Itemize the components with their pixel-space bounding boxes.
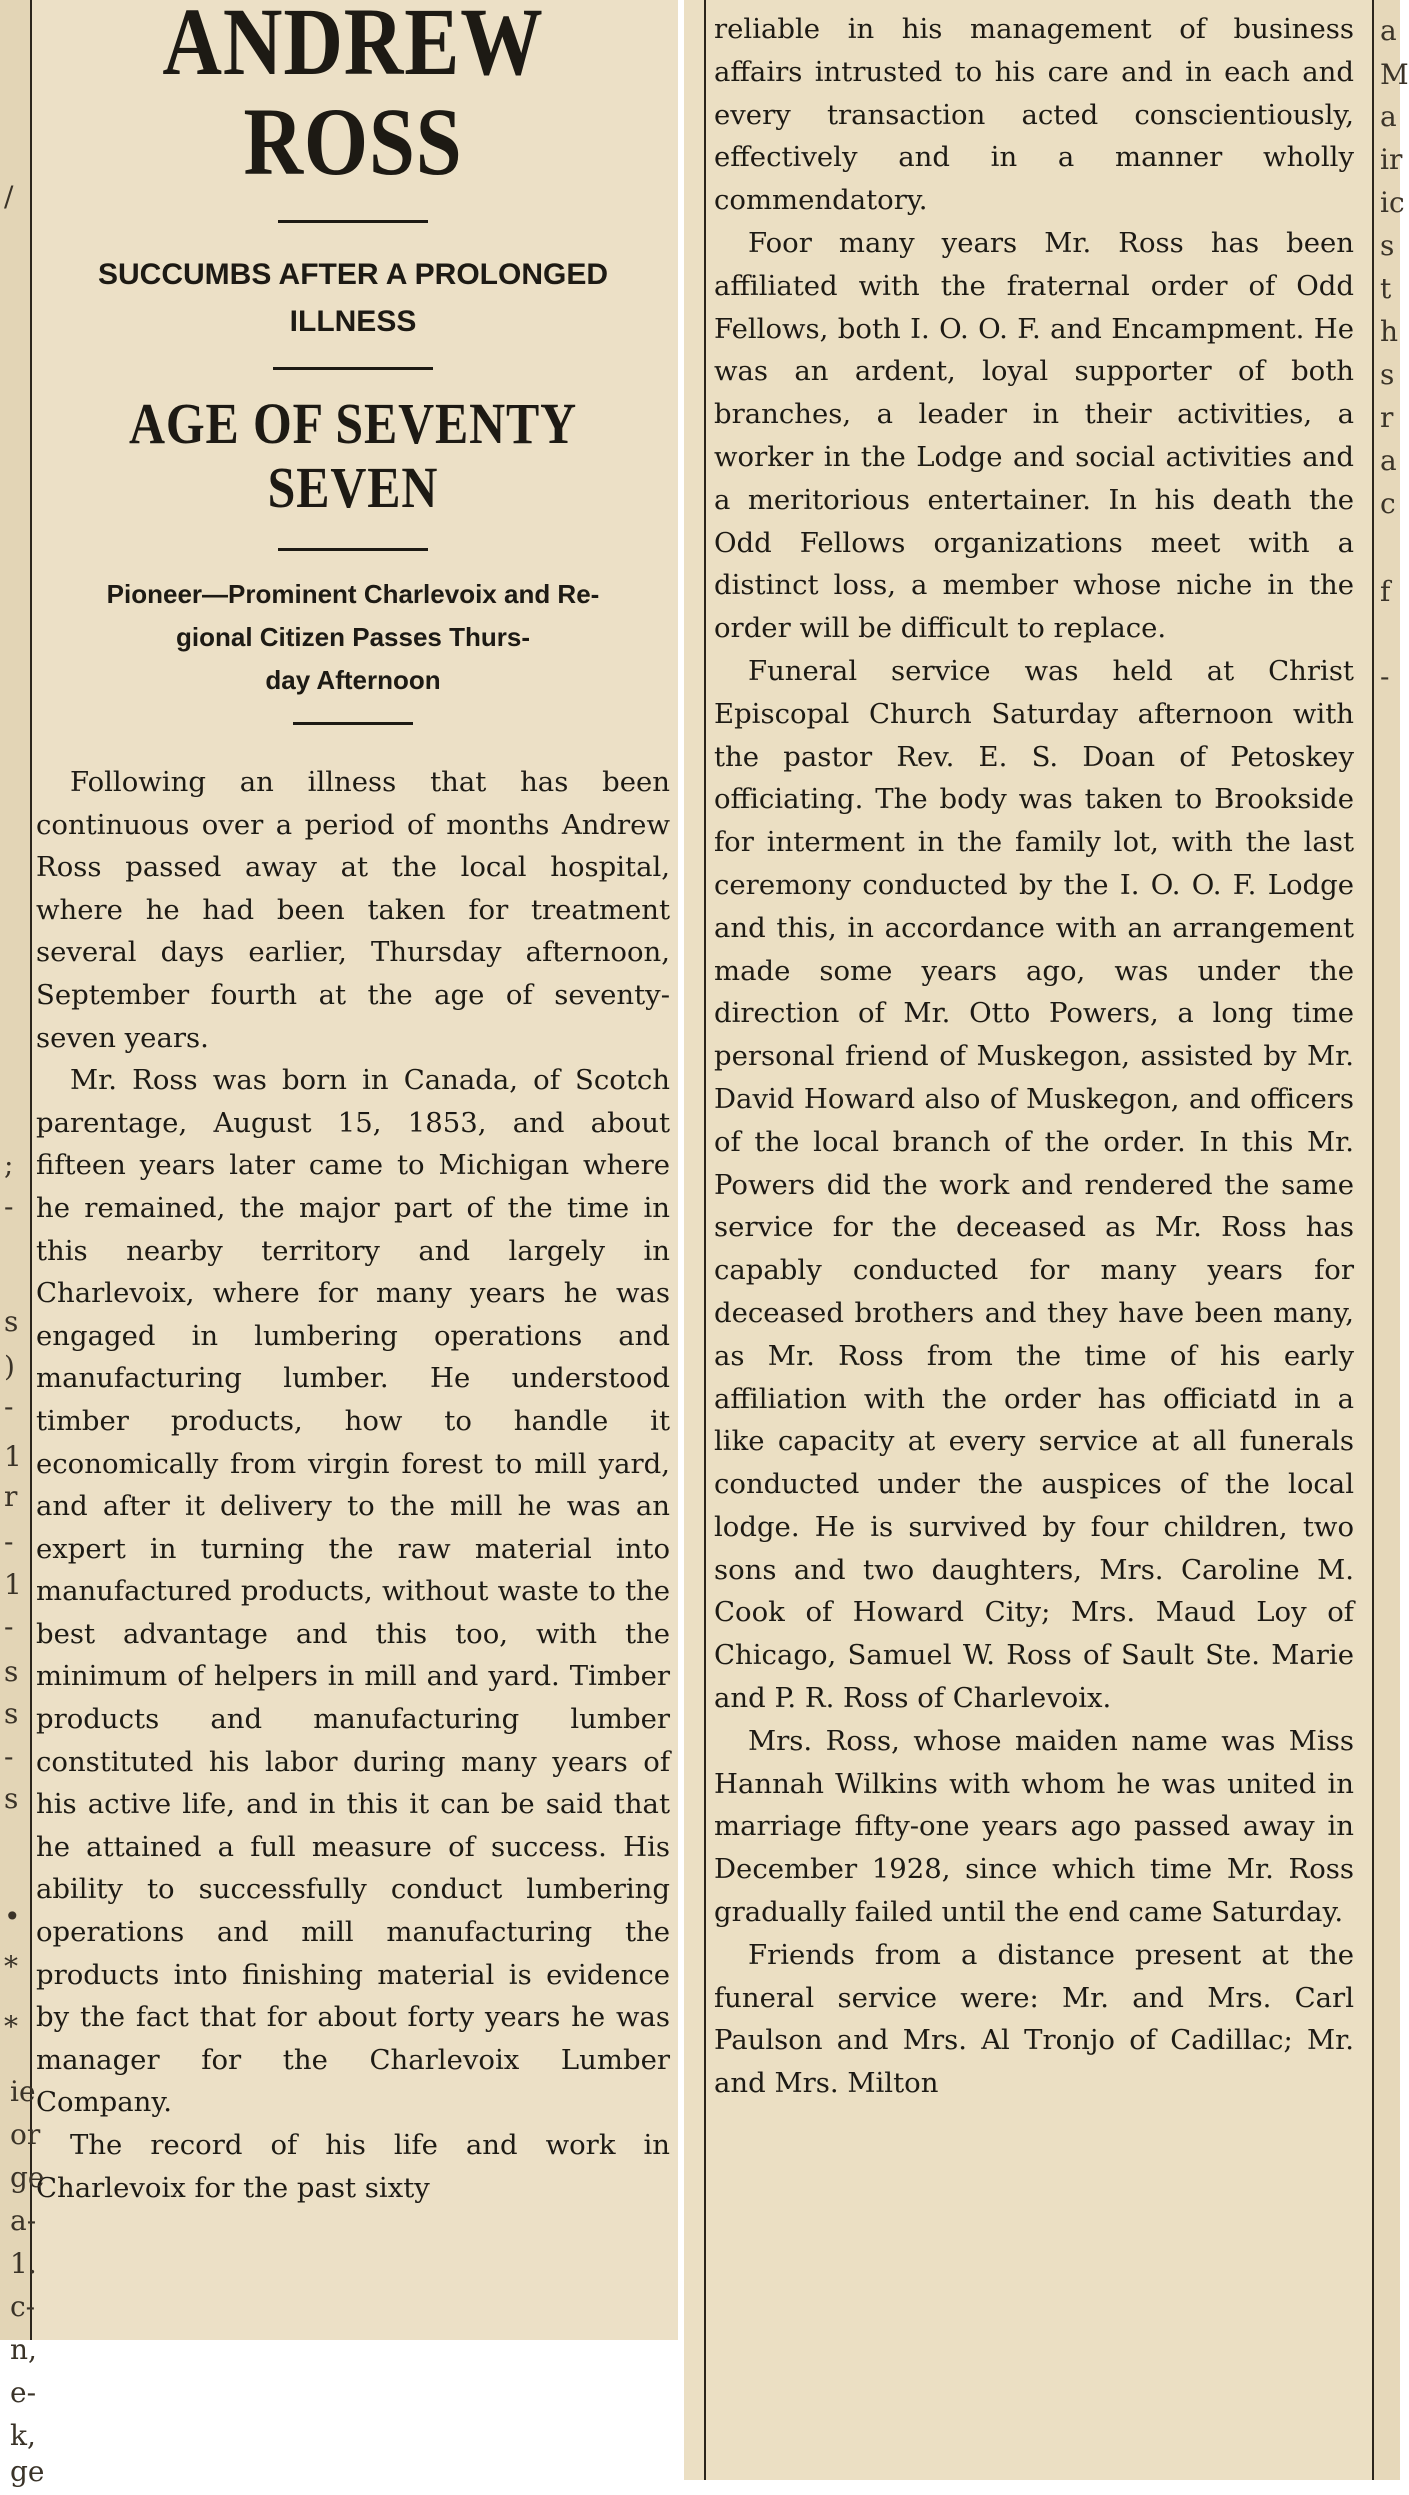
edge-fragment: - [4,1525,14,1558]
edge-fragment: - [4,1190,14,1223]
headline: ANDREW ROSS [162,0,544,195]
article-body-left [36,761,670,2209]
edge-fragment: • [4,1900,21,1933]
edge-fragment: ir [1380,143,1403,176]
edge-fragment: ie [10,2075,36,2108]
paragraph: Mr. Ross was born in Canada, of Scotch parentage, August 15, 1853, and about fifteen years later came to Michigan where he remained, the major part of the time in this nearby territory and largely in Charlevoix, where for many years he was engaged in lumbering operations and manufacturing lumber. He understood timber products, how to handle it economically from virgin forest to mill yard, and after it delivery to the mill he was an expert in turning the raw material into manufactured products, without waste to the best advantage and this too, with the minimum of helpers in mill and yard. Timber products and manufacturing lumber constituted his labor during many years of his active life, and in this it can be said that he attained a full measure of success. His ability to successfully conduct lumbering operations and mill manufacturing the products into finishing material is evidence by the fact that for about forty years he was manager for the Charlevoix Lumber Company. [36,1064,670,2119]
edge-fragment: ge [10,2455,45,2488]
paragraph: Foor many years Mr. Ross has been affiliated with the fraternal order of Odd Fellows, both I. O. O. F. and Encampment. He was an ardent, loyal supporter of both branches, a leader in their activities, a worker in the Lodge and social activities and a meritorious entertainer. In his death the Odd Fellows organizations meet with a distinct loss, a member whose niche in the order will be difficult to replace. [714,226,1354,645]
edge-fragment: 1 [4,1440,22,1473]
right-column [714,8,1354,2105]
edge-fragment: r [1380,401,1394,434]
article-clipping-right [684,0,1409,2480]
edge-fragment: k, [10,2419,36,2452]
paragraph: reliable in his management of business affairs intrusted to his care and in each and every transaction acted conscientiously, effectively and in a manner wholly commendatory. [714,13,1354,217]
edge-fragment: ; [4,1148,14,1181]
edge-fragment: s [4,1655,19,1688]
divider-rule [278,220,428,223]
edge-fragment: n, [10,2333,37,2366]
edge-fragment: s [1380,358,1395,391]
edge-fragment: * [4,1950,18,1983]
paragraph: Friends from a distance present at the funeral service were: Mr. and Mrs. Carl Paulson and Mrs. Al Tronjo of Cadillac; Mr. and Mrs. Milton [714,1938,1354,2100]
edge-fragment: s [1380,229,1395,262]
edge-fragment: a [1380,100,1397,133]
paragraph: Mrs. Ross, whose maiden name was Miss Hannah Wilkins with whom he was united in marriage fifty-one years ago passed away in December 1928, since which time Mr. Ross gradually failed until the end came Saturday. [714,1724,1354,1929]
divider-rule [293,722,413,725]
divider-rule [273,367,433,370]
left-column [36,0,670,2209]
edge-fragment: 1 [4,1568,22,1601]
subdeck-line: Pioneer—Prominent Charlevoix and Re- [106,579,600,609]
edge-fragment: c- [10,2290,36,2323]
edge-fragment: / [4,180,14,213]
adjacent-column-fragment-right [1372,0,1409,2480]
edge-fragment: a [1380,14,1397,47]
edge-fragment: or [10,2118,41,2151]
edge-fragment: h [1380,315,1399,348]
paragraph: The record of his life and work in Charlevoix for the past sixty [36,2129,670,2204]
edge-fragment: s [4,1782,19,1815]
edge-fragment: s [4,1697,19,1730]
article-clipping-left [0,0,678,2340]
column-rule [704,0,706,2480]
edge-fragment: M [1380,58,1409,91]
edge-fragment: f [1380,575,1391,608]
edge-fragment: t [1380,272,1392,305]
edge-fragment: c [1380,487,1396,520]
divider-rule [278,548,428,551]
edge-fragment: e- [10,2376,37,2409]
edge-fragment: - [4,1740,14,1773]
deck-line: ILLNESS [289,305,417,338]
edge-fragment: s [4,1305,19,1338]
adjacent-column-fragment-bottom [0,1975,48,2495]
paragraph: Following an illness that has been continuous over a period of months Andrew Ross passed away at the local hospital, where he had been taken for treatment several days earlier, Thursday afternoon, September fourth at the age of seventy-seven years. [36,766,670,1054]
deck-line: SUCCUMBS AFTER A PROLONGED [98,258,608,291]
edge-fragment: ge [10,2161,45,2194]
edge-fragment: - [4,1610,14,1643]
edge-fragment: a- [10,2204,37,2237]
article-body-right [714,8,1354,2105]
edge-fragment: r [4,1480,18,1513]
edge-fragment: 1. [10,2247,37,2280]
edge-fragment: - [4,1390,14,1423]
edge-fragment: ) [4,1350,15,1383]
edge-fragment: - [1380,660,1390,693]
subdeck-line: gional Citizen Passes Thurs- [176,622,530,652]
edge-fragment: * [4,2010,18,2043]
subhead: AGE OF SEVENTY SEVEN [128,391,578,520]
edge-fragment: a [1380,444,1397,477]
edge-fragment: ic [1380,186,1405,219]
paragraph: Funeral service was held at Christ Episcopal Church Saturday afternoon with the pastor Rev. E. S. Doan of Petoskey officiating. The body was taken to Brookside for interment in the family lot, with the last ceremony conducted by the I. O. O. F. Lodge and this, in accordance with an arrangement made some years ago, was under the direction of Mr. Otto Powers, a long time personal friend of Muskegon, assisted by Mr. David Howard also of Muskegon, and officers of the local branch of the order. In this Mr. Powers did the work and rendered the same service for the deceased as Mr. Ross has capably conducted for many years for deceased brothers and they have been many, as Mr. Ross from the time of his early affiliation with the order has officiatd in a like capacity at every service at all funerals conducted under the auspices of the local lodge. He is survived by four children, two sons and two daughters, Mrs. Caroline M. Cook of Howard City; Mrs. Maud Loy of Chicago, Samuel W. Ross of Sault Ste. Marie and P. R. Ross of Charlevoix. [714,654,1354,1715]
subdeck-line: day Afternoon [265,665,441,695]
